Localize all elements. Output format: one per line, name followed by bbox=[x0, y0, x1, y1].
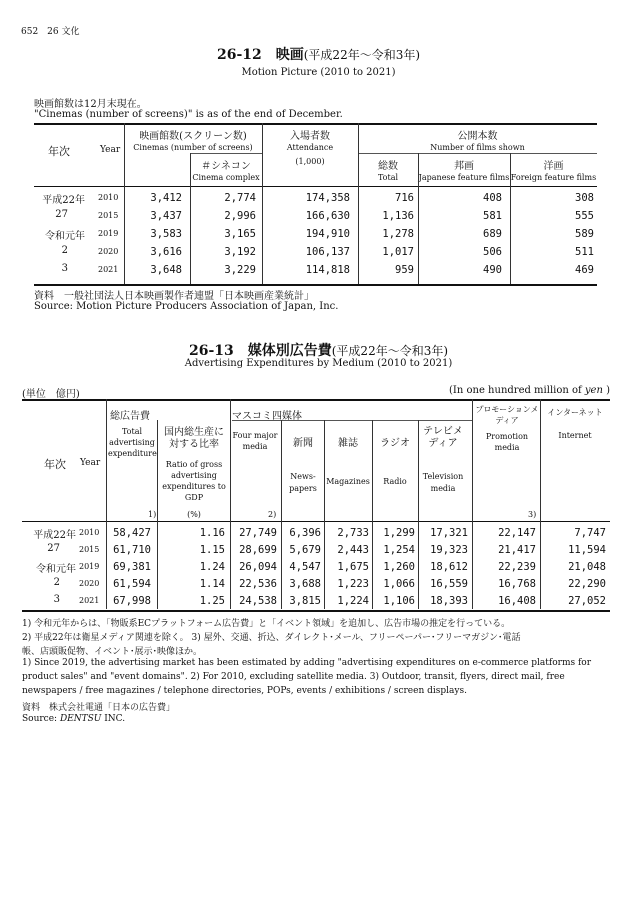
col-tv-jp: テレビメディア bbox=[423, 426, 463, 449]
col-complex-en: Cinema complex bbox=[192, 173, 260, 182]
col-foreign-en: Foreign feature films bbox=[510, 173, 597, 182]
col-year-jp: 年次 bbox=[44, 458, 66, 471]
col-tv-en: Television media bbox=[422, 472, 464, 493]
unit-en: (In one hundred million of yen ) bbox=[449, 385, 610, 396]
note-2-jp-cont: 帳、店頭販促物、イベント･展示･映像ほか。 bbox=[22, 647, 203, 657]
col-japanese-en: Japanese feature films bbox=[418, 173, 510, 182]
table-title-en: Motion Picture (2010 to 2021) bbox=[241, 67, 396, 78]
table-source-en: Source: Motion Picture Producers Association of Japan, Inc. bbox=[34, 301, 339, 312]
col-films-en: Number of films shown bbox=[430, 143, 525, 152]
col-complex-jp: ＃シネコン bbox=[201, 161, 251, 172]
table-title: 26-13 媒体別広告費(平成22年～令和3年) bbox=[188, 343, 449, 359]
col-ratio-unit: (%) bbox=[187, 510, 201, 519]
col-japanese-jp: 邦画 bbox=[454, 161, 474, 172]
col-total-en: Total bbox=[377, 173, 399, 182]
col-foreign-jp: 洋画 bbox=[543, 161, 564, 172]
col-attendance-unit: (1,000) bbox=[295, 157, 325, 166]
table-title: 26-12 映画(平成22年～令和3年) bbox=[216, 47, 421, 63]
col-year-jp: 年次 bbox=[48, 145, 70, 158]
col-mass-jp: マスコミ四媒体 bbox=[232, 411, 302, 422]
col-promo-jp: プロモーションメディア bbox=[475, 405, 539, 425]
col-net-jp: インターネット bbox=[547, 408, 603, 417]
col-cinemas-en: Cinemas (number of screens) bbox=[133, 143, 253, 152]
col-year-en: Year bbox=[100, 145, 121, 155]
table-source-jp: 資料 一般社団法人日本映画製作者連盟「日本映画産業統計」 bbox=[34, 291, 314, 302]
footnote-marker-3: 3) bbox=[528, 510, 537, 519]
col-radio-jp: ラジオ bbox=[380, 438, 410, 449]
footnote-marker-2: 2) bbox=[268, 510, 277, 519]
note-2-jp: 2) 平成22年は衛星メディア関連を除く。 3) 屋外、交通、折込、ダイレクト･メール、フリーペーパー･フリーマガジン･電話 bbox=[22, 633, 521, 643]
col-total-en: Total advertising expenditure bbox=[108, 427, 157, 458]
col-year-en: Year bbox=[80, 458, 101, 468]
col-promo-en: Promotion media bbox=[485, 432, 529, 452]
col-net-en: Internet bbox=[558, 431, 592, 440]
page-header: 652 26 文化 bbox=[21, 27, 80, 37]
table-note-en: "Cinemas (number of screens)" is as of the end of December. bbox=[34, 109, 343, 120]
col-four-en: Four major media bbox=[232, 431, 278, 451]
note-en-1: 1) Since 2019, the advertising market has been estimated by adding "advertising expenditures on e-commerce platforms for bbox=[22, 658, 592, 668]
table-source-jp: 資料 株式会社電通「日本の広告費」 bbox=[22, 703, 176, 713]
note-en-2: product sales" and "event domains". 2) For 2010, excluding satellite media. 3) Outdoor, transit, flyers, direct mail, free bbox=[22, 672, 565, 682]
table-title-en: Advertising Expenditures by Medium (2010 to 2021) bbox=[184, 358, 453, 369]
col-mag-jp: 雑誌 bbox=[338, 438, 358, 449]
table-source-en: Source: DENTSU INC. bbox=[22, 714, 126, 724]
col-attendance-jp: 入場者数 bbox=[290, 131, 330, 142]
col-mag-en: Magazines bbox=[326, 477, 370, 486]
table-note-jp: 映画館数は12月末現在。 bbox=[34, 99, 147, 110]
col-ratio-en: Ratio of gross advertising expenditures to GDP bbox=[162, 460, 226, 502]
col-attendance-en: Attendance bbox=[286, 143, 334, 152]
col-total-jp: 総広告費 bbox=[110, 411, 150, 422]
col-radio-en: Radio bbox=[383, 477, 407, 486]
col-total-jp: 総数 bbox=[378, 161, 398, 172]
col-news-jp: 新聞 bbox=[293, 438, 313, 449]
note-1-jp: 1) 令和元年からは、「物販系ECプラットフォーム広告費」と「イベント領域」を追加し、広告市場の推定を行っている。 bbox=[22, 619, 511, 629]
footnote-marker-1: 1) bbox=[148, 510, 157, 519]
col-films-jp: 公開本数 bbox=[457, 131, 498, 142]
note-en-3: newspapers / free magazines / telephone directories, POPs, events / exhibitions / screen displays. bbox=[22, 686, 467, 696]
unit-jp: (単位 億円) bbox=[22, 389, 80, 400]
col-news-en: News-papers bbox=[289, 472, 317, 493]
col-ratio-jp: 国内総生産に対する比率 bbox=[164, 427, 224, 450]
col-cinemas-jp: 映画館数(スクリーン数) bbox=[139, 131, 247, 142]
